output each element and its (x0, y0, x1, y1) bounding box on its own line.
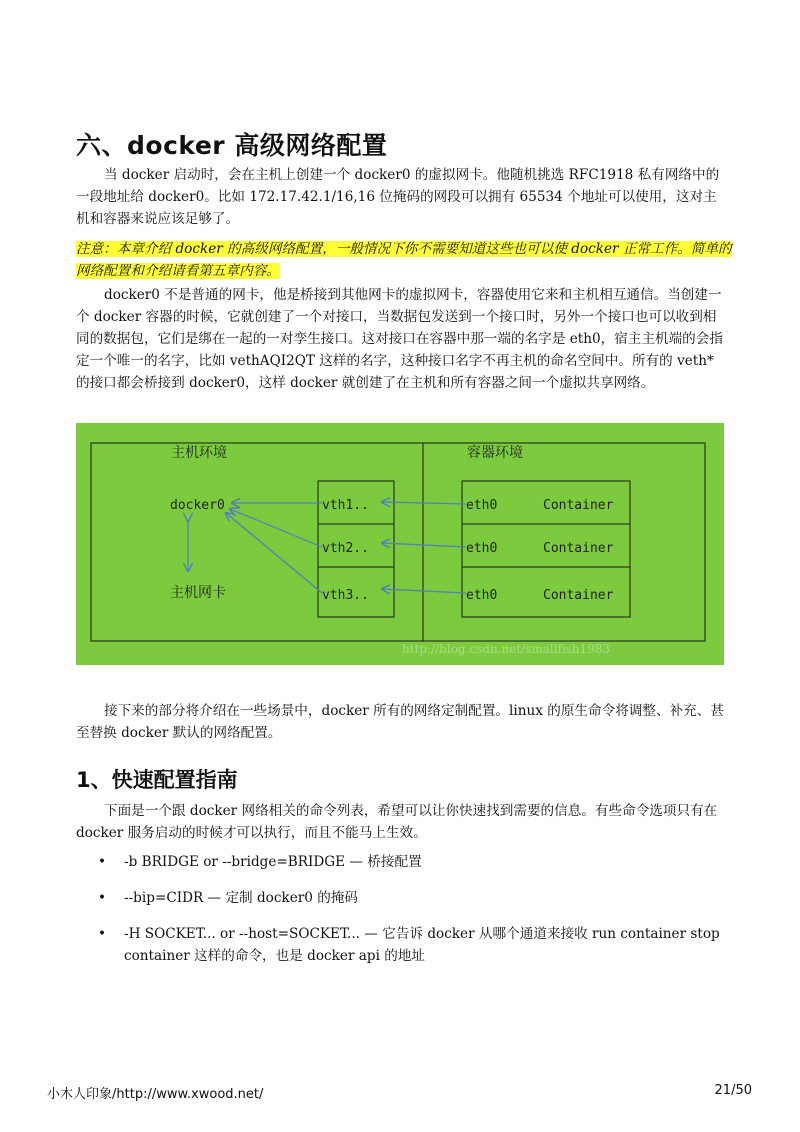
bullet-icon: • (98, 890, 107, 906)
container-label: Container (543, 498, 614, 513)
list-item: • --bip=CIDR — 定制 docker0 的掩码 (96, 887, 736, 909)
network-diagram (76, 423, 724, 665)
eth0-label: eth0 (466, 498, 498, 513)
command-list-intro: 下面是一个跟 docker 网络相关的命令列表，希望可以让你快速找到需要的信息。有些命令选项只有在 docker 服务启动的时候才可以执行，而且不能马上生效。 (76, 803, 718, 841)
intro-paragraph: 当 docker 启动时，会在主机上创建一个 docker0 的虚拟网卡。他随机挑选 RFC1918 私有网络中的一段地址给 docker0。比如 172.17.42.1/16,16 位掩码的网段可以拥有 65534 个地址可以使用，这对主机和容器来说应该足够了。 (76, 167, 720, 227)
list-item: • -b BRIDGE or --bridge=BRIDGE — 桥接配置 (96, 851, 736, 873)
section-heading: 1、快速配置指南 (76, 768, 238, 792)
footer-site: 小木人印象/http://www.xwood.net/ (47, 1087, 264, 1102)
container-label: Container (543, 541, 614, 556)
note-text: 注意：本章介绍 docker 的高级网络配置，一般情况下你不需要知道这些也可以使 docker 正常工作。简单的网络配置和介绍请看第五章内容。 (76, 241, 732, 279)
command-option-list (96, 851, 736, 967)
link-arrow (382, 589, 466, 593)
custom-config-paragraph: 接下来的部分将介绍在一些场景中，docker 所有的网络定制配置。linux 的原生命令将调整、补充、甚至替换 docker 默认的网络配置。 (76, 703, 724, 741)
bullet-icon: • (98, 854, 107, 870)
veth-label: vth1.. (322, 498, 369, 513)
link-arrow (226, 513, 322, 593)
docker0-label: docker0 (170, 498, 225, 513)
diagram-svg (76, 423, 724, 665)
watermark-text: http://blog.csdn.net/smallfish1983 (402, 642, 611, 656)
docker0-paragraph: docker0 不是普通的网卡，他是桥接到其他网卡的虚拟网卡，容器使用它来和主机相互通信。当创建一个 docker 容器的时候，它就创建了一个对接口，当数据包发送到一个接口时，另外一个接口也可以收到相同的数据包，它们是绑在一起的一对孪生接口。这对接口在容器中那一端的名字是 eth0，宿主主机端的会指定一个唯一的名字，比如 vethAQI2QT 这样的名字，这种接口名字不再主机的命名空间中。所有的 veth*的接口都会桥接到 docker0，这样 docker 就创建了在主机和所有容器之间一个虚拟共享网络。 (76, 287, 723, 391)
note-highlight (76, 238, 736, 282)
veth-label: vth2.. (322, 541, 369, 556)
container-label: Container (543, 588, 614, 603)
container-env-label: 容器环境 (467, 445, 523, 461)
page-number: 21/50 (714, 1083, 752, 1098)
bullet-icon: • (98, 926, 107, 942)
host-nic-label: 主机网卡 (170, 585, 226, 601)
link-arrow (382, 502, 466, 504)
list-item: • -H SOCKET... or --host=SOCKET... — 它告诉 docker 从哪个通道来接收 run container stop container 这样的命令，也是 docker api 的地址 (96, 923, 736, 967)
page-title: 六、docker 高级网络配置 (76, 131, 388, 160)
eth0-label: eth0 (466, 541, 498, 556)
link-arrow (382, 543, 466, 547)
host-env-label: 主机环境 (171, 445, 227, 461)
eth0-label: eth0 (466, 588, 498, 603)
veth-label: vth3.. (322, 588, 369, 603)
